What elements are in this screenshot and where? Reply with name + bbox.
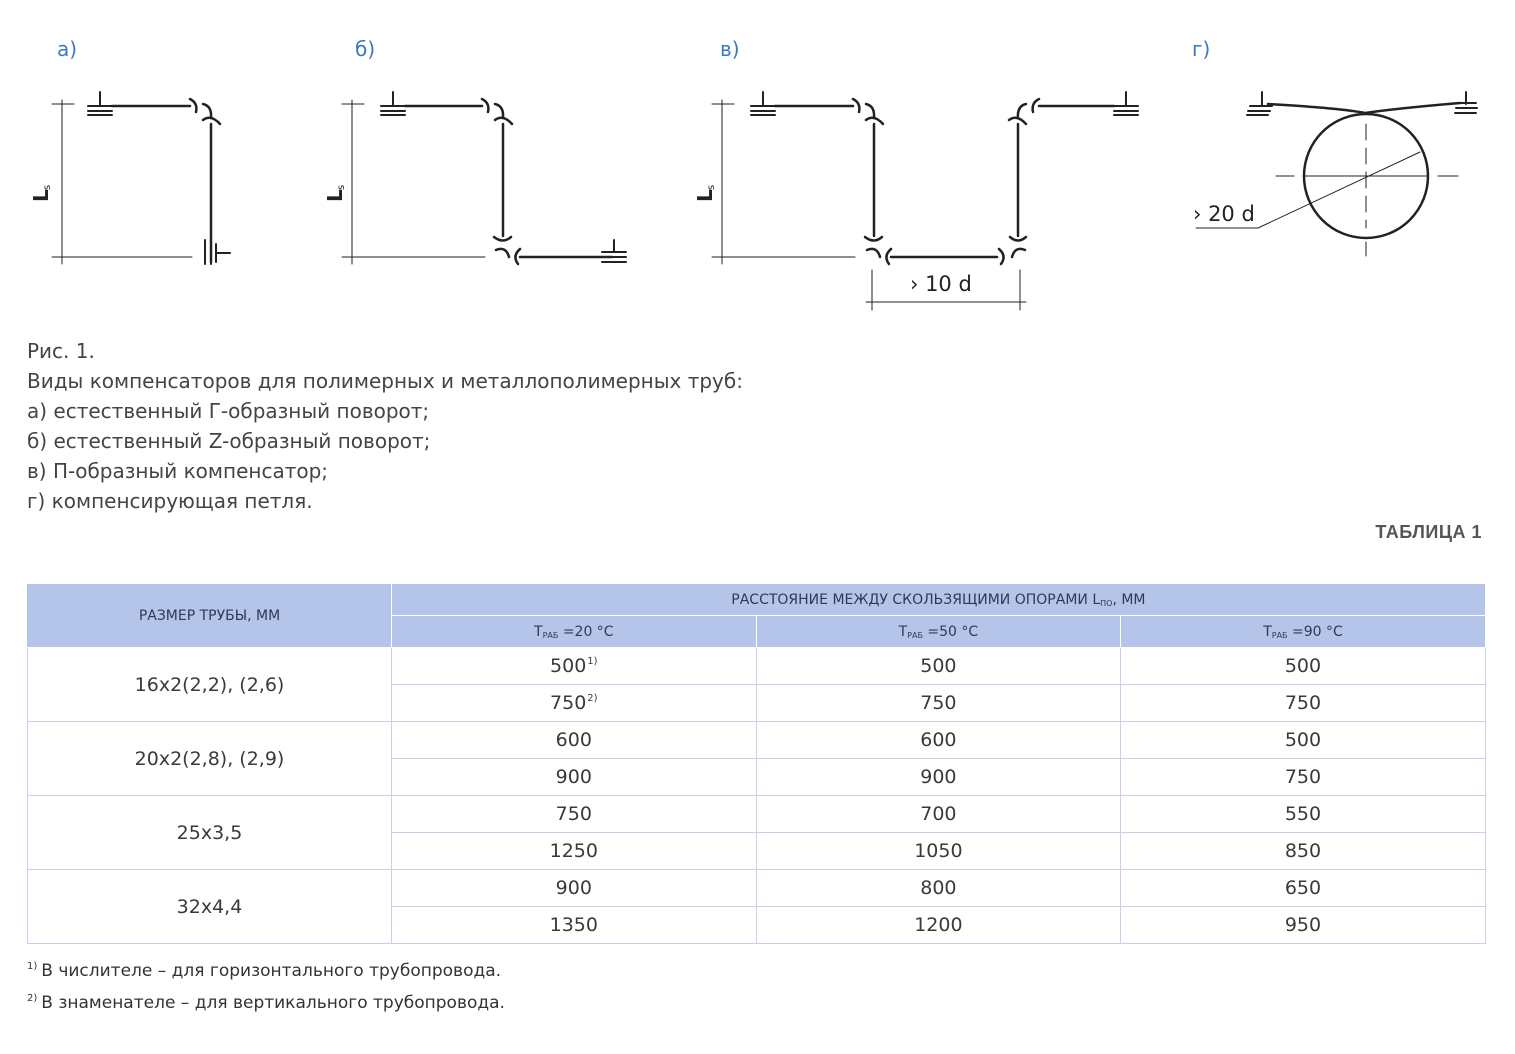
caption-item: а) естественный Г-образный поворот;: [27, 399, 430, 423]
caption-subtitle: Виды компенсаторов для полимерных и металлополимерных труб:: [27, 369, 743, 393]
table-cell: 900: [756, 759, 1121, 796]
table-row: [28, 796, 1486, 833]
caption-item: г) компенсирующая петля.: [27, 489, 313, 513]
table-cell: 1250: [392, 833, 757, 870]
pipe-size-cell: 25х3,5: [28, 796, 392, 870]
svg-text:s: s: [42, 184, 53, 190]
table-cell: 850: [1121, 833, 1486, 870]
panel-label-a: а): [57, 37, 78, 61]
svg-text:s: s: [706, 184, 717, 190]
header-temp-20: $Т_{РАБ} =20$ °С: [392, 616, 757, 648]
header-temp-50: $Т_{РАБ} =50$ °С: [756, 616, 1121, 648]
pipe-size-cell: 16х2(2,2), (2,6): [28, 648, 392, 722]
span-label: › 10 d: [910, 272, 972, 296]
svg-text:s: s: [336, 184, 347, 190]
table-cell: 800: [756, 870, 1121, 907]
dimension-label-a: L: [29, 189, 53, 202]
header-temp-90: $Т_{РАБ} =90$ °С: [1121, 616, 1486, 648]
panel-label-b: б): [355, 37, 376, 61]
table-cell: 550: [1121, 796, 1486, 833]
table-row: [28, 722, 1486, 759]
panel-label-v: в): [720, 37, 740, 61]
panel-label-g: г): [1192, 37, 1211, 61]
footnote: $^{2)}$ В знаменателе – для вертикального трубопровода.: [27, 993, 505, 1013]
header-support-distance: РАССТОЯНИЕ МЕЖДУ СКОЛЬЗЯЩИМИ ОПОРАМИ $L_{ПО}$, ММ: [392, 584, 1486, 616]
table-cell: 700: [756, 796, 1121, 833]
dimension-label-b: L: [323, 189, 347, 202]
footnote: $^{1)}$ В числителе – для горизонтального трубопровода.: [27, 961, 502, 981]
table-cell: 900: [392, 870, 757, 907]
figure-panel-a: [52, 92, 230, 264]
table-cell: 1350: [392, 907, 757, 944]
loop-label: › 20 d: [1193, 202, 1255, 226]
table-cell: 1050: [756, 833, 1121, 870]
table-cell: 1200: [756, 907, 1121, 944]
caption-title: Рис. 1.: [27, 339, 95, 363]
table-cell: 600: [392, 722, 757, 759]
table-row: [28, 648, 1486, 685]
compensator-figures: [0, 0, 1515, 330]
table-cell: 750: [756, 685, 1121, 722]
caption-item: б) естественный Z-образный поворот;: [27, 429, 431, 453]
figure-caption: [27, 336, 743, 516]
table-cell: 950: [1121, 907, 1486, 944]
table-cell: 750: [1121, 759, 1486, 796]
support-distance-table: [27, 583, 1486, 944]
pipe-size-cell: 20х2(2,8), (2,9): [28, 722, 392, 796]
table-row: [28, 870, 1486, 907]
table-cell: 500$^{1)}$: [392, 648, 757, 685]
dimension-label-v: L: [693, 189, 717, 202]
caption-item: в) П-образный компенсатор;: [27, 459, 329, 483]
figure-panel-g: [1196, 92, 1477, 256]
table-cell: 750: [1121, 685, 1486, 722]
pipe-size-cell: 32х4,4: [28, 870, 392, 944]
table-cell: 900: [392, 759, 757, 796]
table-cell: 750: [392, 796, 757, 833]
table-cell: 500: [756, 648, 1121, 685]
header-pipe-size: РАЗМЕР ТРУБЫ, ММ: [28, 584, 392, 648]
table-cell: 500: [1121, 648, 1486, 685]
table-cell: 600: [756, 722, 1121, 759]
table-cell: 650: [1121, 870, 1486, 907]
table-title: ТАБЛИЦА 1: [1375, 522, 1482, 542]
footnotes: [27, 953, 505, 1017]
table-cell: 500: [1121, 722, 1486, 759]
figure-panel-b: [342, 92, 626, 264]
table-cell: 750$^{2)}$: [392, 685, 757, 722]
